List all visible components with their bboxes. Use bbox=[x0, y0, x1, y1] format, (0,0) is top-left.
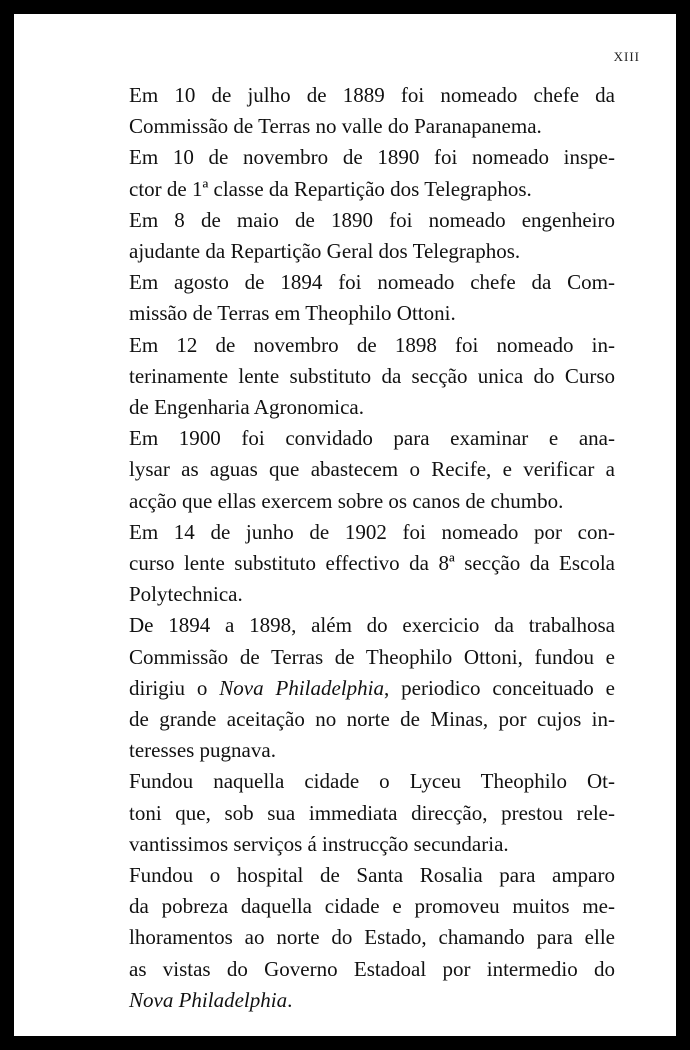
text-line: da pobreza daquella cidade e promoveu muitos me- bbox=[129, 894, 615, 919]
text-line: Commissão de Terras de Theophilo Ottoni, fundou e bbox=[129, 644, 615, 669]
paragraph bbox=[80, 766, 615, 860]
text-line: curso lente substituto effectivo da 8ª secção da Escola bbox=[129, 551, 615, 576]
body-text bbox=[80, 80, 615, 1016]
line-text: , periodico conceituado e bbox=[384, 675, 615, 700]
text-line: toni que, sob sua immediata direcção, prestou rele- bbox=[129, 800, 615, 825]
text-line bbox=[80, 673, 615, 704]
text-line: Em 10 de julho de 1889 foi nomeado chefe da bbox=[129, 83, 615, 107]
line-text: . bbox=[287, 987, 293, 1012]
text-line: Commissão de Terras no valle do Paranapanema. bbox=[129, 114, 542, 139]
text-line: as vistas do Governo Estadoal por intermedio do bbox=[129, 956, 615, 981]
text-line: lysar as aguas que abastecem o Recife, e verificar a bbox=[129, 457, 615, 482]
line-text: dirigiu o bbox=[129, 675, 220, 700]
paragraph bbox=[80, 860, 615, 1016]
text-line: Fundou naquella cidade o Lyceu Theophilo Ot- bbox=[129, 769, 615, 794]
paragraph bbox=[80, 80, 615, 142]
paragraph bbox=[80, 423, 615, 517]
text-line: missão de Terras em Theophilo Ottoni. bbox=[129, 301, 456, 326]
paragraph bbox=[80, 267, 615, 329]
text-line: Fundou o hospital de Santa Rosalia para amparo bbox=[129, 863, 615, 888]
paragraph bbox=[80, 330, 615, 424]
text-line bbox=[80, 985, 615, 1016]
text-line: ctor de 1ª classe da Repartição dos Telegraphos. bbox=[129, 176, 532, 201]
periodical-title: Nova Philadelphia bbox=[219, 675, 384, 700]
periodical-title: Nova Philadelphia bbox=[129, 987, 288, 1012]
text-line: vantissimos serviços á instrucção secundaria. bbox=[129, 831, 509, 856]
text-line: Em agosto de 1894 foi nomeado chefe da Com- bbox=[129, 270, 615, 295]
text-line: terinamente lente substituto da secção unica do Curso bbox=[129, 363, 615, 388]
text-line: Em 14 de junho de 1902 foi nomeado por con- bbox=[129, 519, 615, 544]
paragraph bbox=[80, 517, 615, 611]
text-line: Em 10 de novembro de 1890 foi nomeado inspe- bbox=[129, 145, 615, 170]
text-line: ajudante da Repartição Geral dos Telegraphos. bbox=[129, 239, 521, 264]
text-line: Em 12 de novembro de 1898 foi nomeado in- bbox=[129, 332, 615, 357]
book-page bbox=[14, 14, 676, 1036]
paragraph bbox=[80, 205, 615, 267]
paragraph bbox=[80, 610, 615, 766]
text-line: De 1894 a 1898, além do exercicio da trabalhosa bbox=[129, 613, 615, 638]
text-line: de Engenharia Agronomica. bbox=[129, 395, 364, 420]
text-line: Polytechnica. bbox=[129, 582, 243, 607]
text-line: de grande aceitação no norte de Minas, por cujos in- bbox=[129, 707, 615, 732]
text-line: acção que ellas exercem sobre os canos de chumbo. bbox=[129, 488, 564, 513]
paragraph bbox=[80, 142, 615, 204]
text-line: lhoramentos ao norte do Estado, chamando para elle bbox=[129, 925, 615, 950]
page-number: XIII bbox=[613, 49, 640, 64]
text-line: Em 8 de maio de 1890 foi nomeado engenheiro bbox=[129, 207, 615, 232]
text-line: Em 1900 foi convidado para examinar e ana- bbox=[129, 426, 615, 451]
text-line: teresses pugnava. bbox=[129, 738, 276, 763]
